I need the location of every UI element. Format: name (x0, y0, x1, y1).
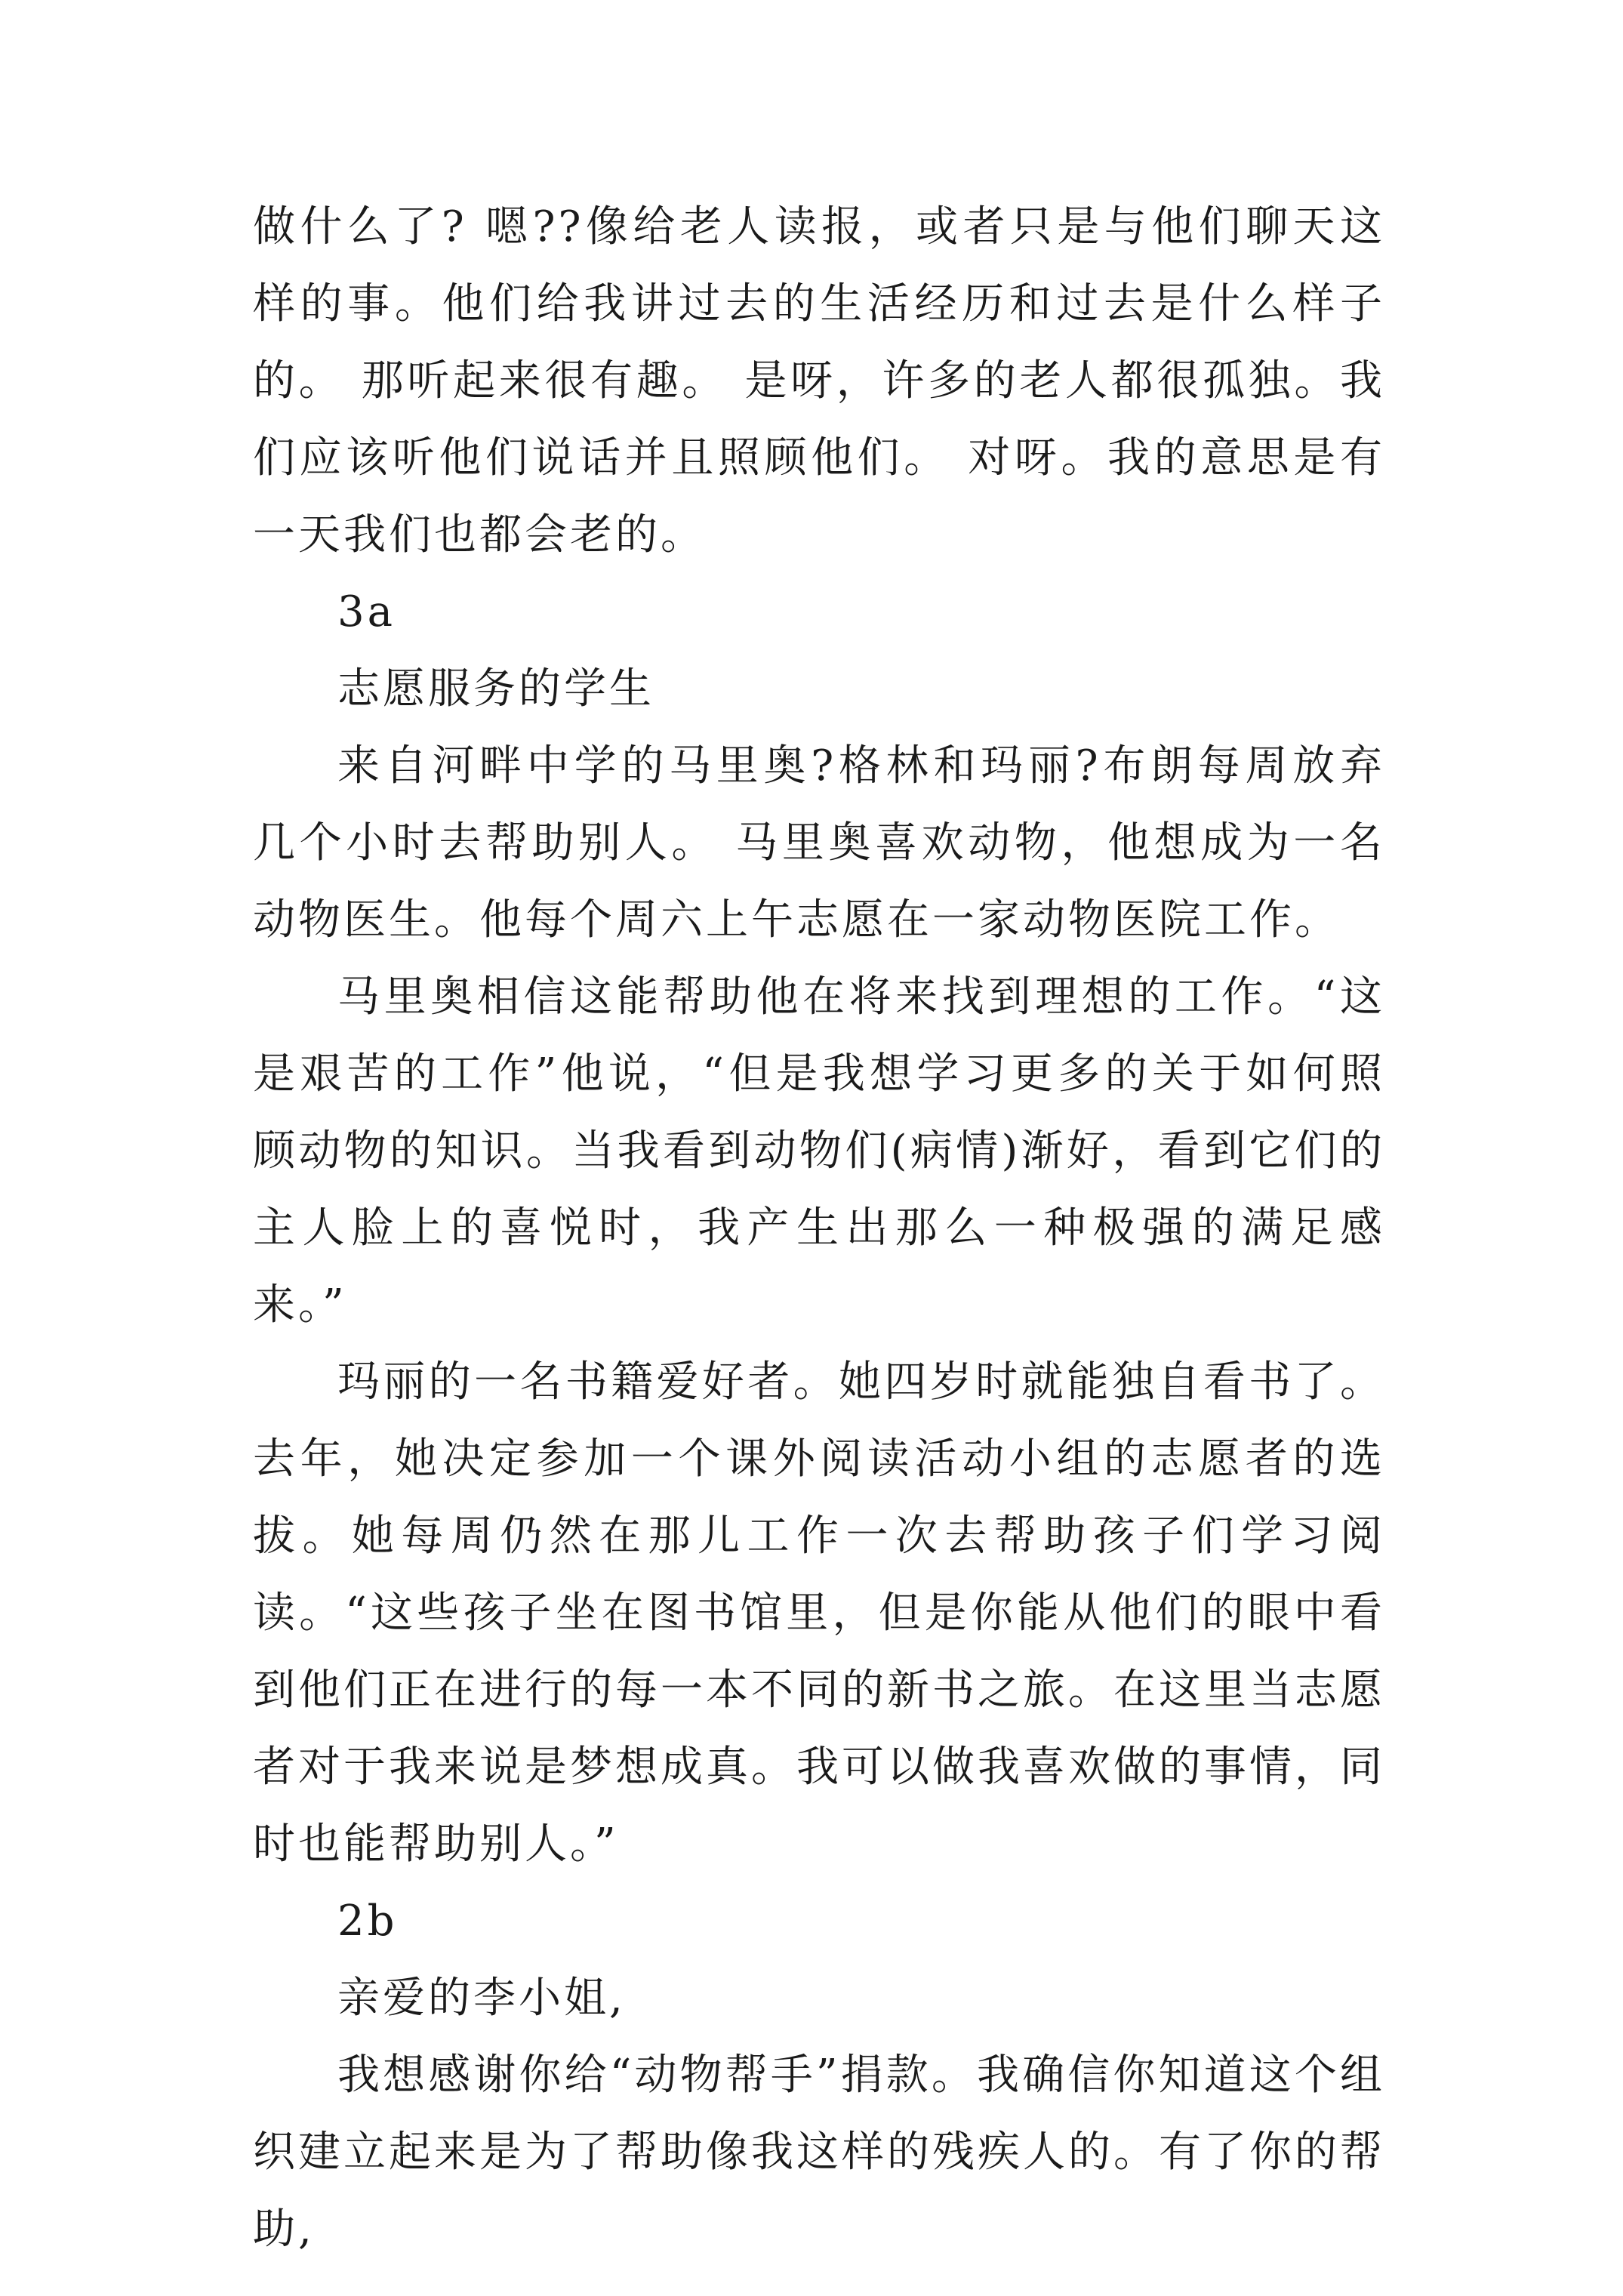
letter-salutation: 亲爱的李小姐, (337, 1974, 626, 2023)
document-page (253, 189, 1385, 2268)
paragraph-mario-quote: 马里奥相信这能帮助他在将来找到理想的工作。“这是艰苦的工作”他说，“但是我想学习更多的关于如何照顾动物的知识。当我看到动物们(病情)渐好，看到它们的主人脸上的喜悦时，我产生出那么一种极强的满足感来。” (253, 972, 1385, 1330)
section-heading-2b: 2b (337, 1897, 398, 1946)
section-heading-3a: 3a (337, 587, 396, 636)
paragraph-dialogue-end: 做什么了? 嗯??像给老人读报，或者只是与他们聊天这样的事。他们给我讲过去的生活经历和过去是什么样子的。 那听起来很有趣。 是呀，许多的老人都很孤独。我们应该听他们说话并且照顾他们。 对呀。我的意思是有一天我们也都会老的。 (253, 202, 1385, 559)
paragraph-mario-intro: 来自河畔中学的马里奥?格林和玛丽?布朗每周放弃几个小时去帮助别人。 马里奥喜欢动物，他想成为一名动物医生。他每个周六上午志愿在一家动物医院工作。 (253, 741, 1385, 945)
paragraph-mary: 玛丽的一名书籍爱好者。她四岁时就能独自看书了。去年，她决定参加一个课外阅读活动小组的志愿者的选拔。她每周仍然在那儿工作一次去帮助孩子们学习阅读。“这些孩子坐在图书馆里，但是你能从他们的眼中看到他们正在进行的每一本不同的新书之旅。在这里当志愿者对于我来说是梦想成真。我可以做我喜欢做的事情，同时也能帮助别人。” (253, 1358, 1385, 1869)
paragraph-letter-body: 我想感谢你给“动物帮手”捐款。我确信你知道这个组织建立起来是为了帮助像我这样的残疾人的。有了你的帮助, (253, 2051, 1385, 2254)
article-title: 志愿服务的学生 (337, 664, 654, 713)
